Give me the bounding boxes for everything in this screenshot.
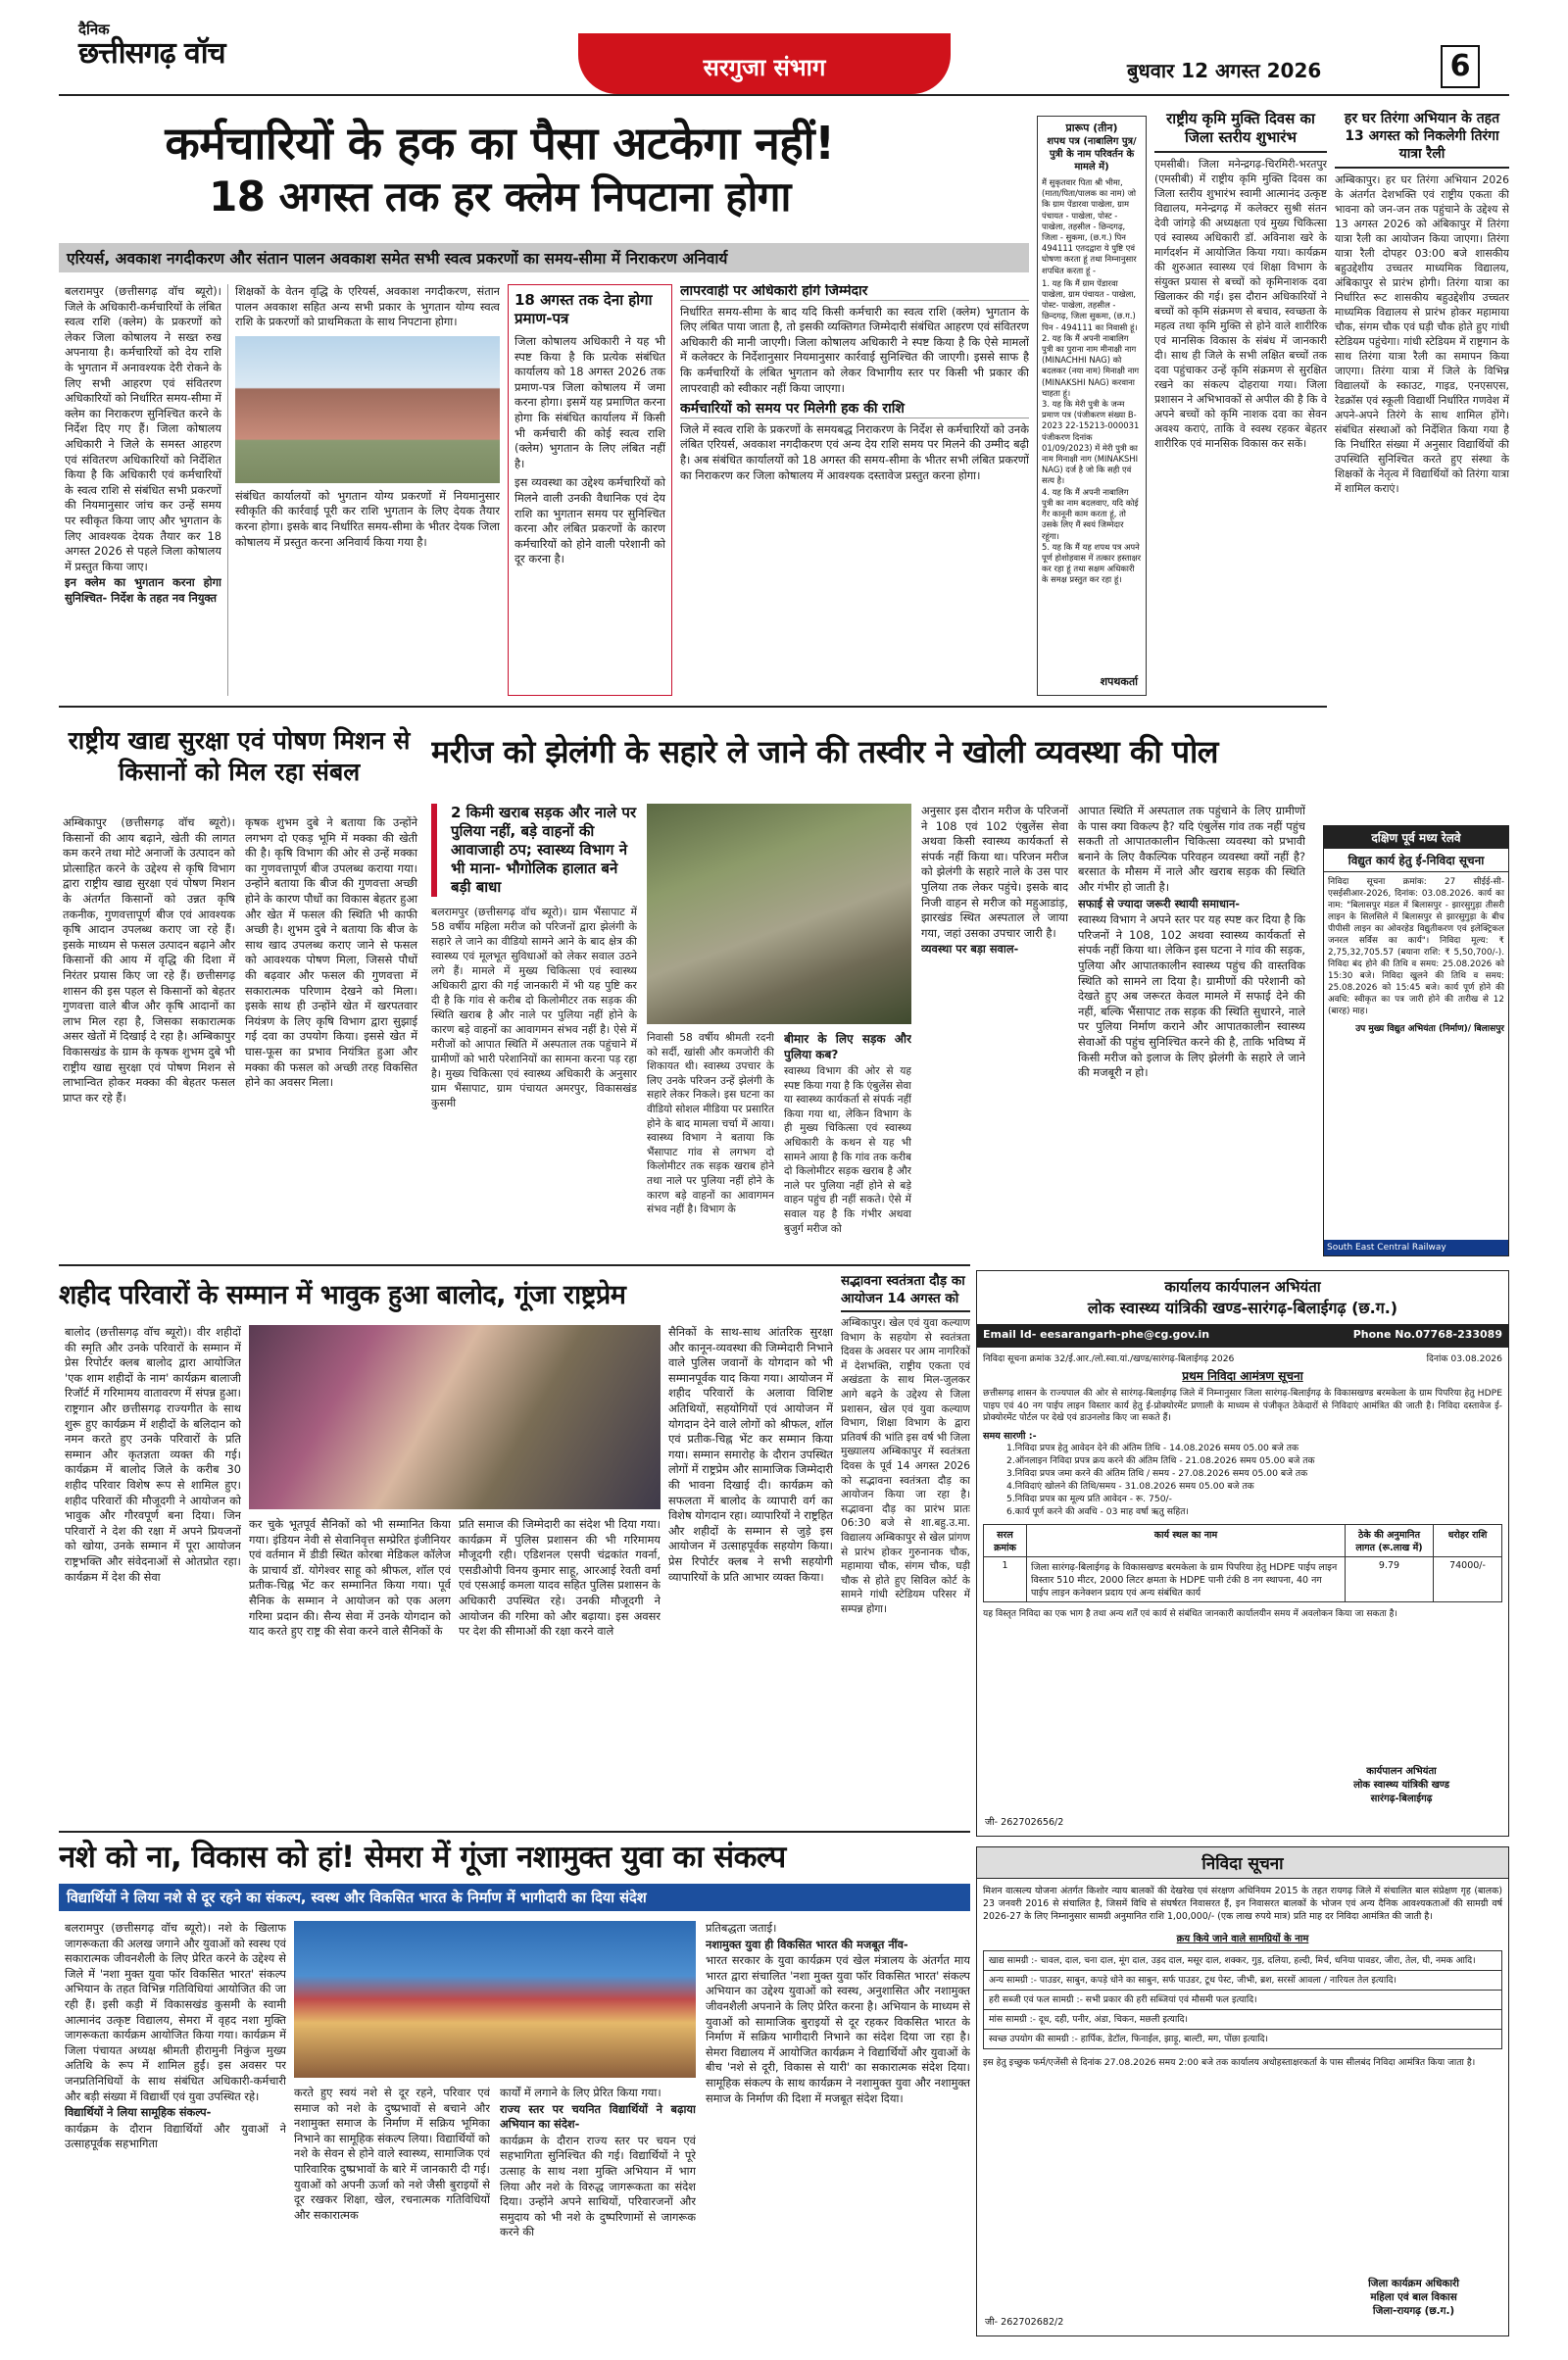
phe-contact-bar <box>977 1324 1508 1348</box>
affidavit-title1: प्रारूप (तीन) <box>1065 122 1118 134</box>
anti-drug-subhead <box>59 1884 970 1911</box>
tiranga-headline: हर घर तिरंगा अभियान के तहत 13 अगस्त को निकलेगी तिरंगा यात्रा रैली <box>1335 110 1509 169</box>
lead-headline-line2: 18 अगस्त तक हर क्लेम निपटाना होगा <box>209 172 791 221</box>
issue-date: बुधवार 12 अगस्त 2026 <box>1127 59 1322 82</box>
lead-subhead-text: एरियर्स, अवकाश नगदीकरण और संतान पालन अवकाश समेत सभी स्वत्व प्रकरणों का समय-सीमा में निराकरण अनिवार्य <box>67 250 728 268</box>
nivida-notice <box>976 1846 1509 2336</box>
food-mission-headline: राष्ट्रीय खाद्य सुरक्षा एवं पोषण मिशन से किसानों को मिल रहा संबल <box>68 726 411 786</box>
patient-headline: मरीज को झेलंगी के सहारे ले जाने की तस्वीर ने खोली व्यवस्था की पोल <box>431 733 1218 770</box>
anti-drug-subhead-text: विद्यार्थियों ने लिया नशे से दूर रहने का संकल्प, स्वस्थ और विकसित भारत के निर्माण में भागीदारी का दिया संदेश <box>67 1890 647 1906</box>
nivida-signer2: महिला एवं बाल विकास <box>1370 2291 1457 2303</box>
deworming-story <box>1154 110 1327 698</box>
list-item: अन्य सामग्री :- पाउडर, साबुन, कपड़े धोने का साबुन, सर्फ पाउडर, टूथ पेस्ट, जीभी, ब्रश, सरसों आवला / नारियल तेल इत्यादि। <box>984 1971 1501 1991</box>
masthead-rule <box>59 94 1509 96</box>
lead-box-title: 18 अगस्त तक देना होगा प्रमाण-पत्र <box>514 291 653 327</box>
nivida-signer <box>1368 2277 1459 2318</box>
lead-right <box>680 284 1029 696</box>
nivida-list-title: क्रय किये जाने वाले सामग्रियों के नाम <box>1176 1934 1309 1944</box>
lead-col1-text: बलरामपुर (छत्तीसगढ़ वॉच ब्यूरो)। जिले के अधिकारी-कर्मचारियों के लंबित स्वत्व राशि (क्लेम) के प्रकरणों को लेकर जिला कोषालय ने सख्त रुख अपनाया है। कर्मचारियों को देय राशि के भुगतान में अनावश्यक देरी रोकने के लिए सभी आहरण एवं संवितरण अधिकारियों को निर्धारित समय-सीमा में क्लेम का निराकरण सुनिश्चित करने के निर्देश दिए गए हैं। जिला कोषालय अधिकारी ने जिले के समस्त आहरण एवं संवितरण अधिकारियों को निर्देशित किया है कि अधिकारी एवं कर्मचारियों के स्वत्व राशि से संबंधित सभी प्रकरणों की नियमानुसार जांच कर उन्हें समय पर स्वीकृत किया जाए और भुगतान के लिए आवश्यक देयक तैयार कर 18 अगस्त 2026 से पहले जिला कोषालय में प्रस्तुत किया जाए। <box>65 284 221 573</box>
affidavit-title2: शपथ पत्र (नाबालिग पुत्र/पुत्री के नाम परिवर्तन के मामले में) <box>1047 136 1137 172</box>
anti-drug-col2: करते हुए स्वयं नशे से दूर रहने, परिवार एवं समाज को नशे के दुष्प्रभावों से बचाने और नशामुक्त समाज के निर्माण में सक्रिय भूमिका निभाने का सामूहिक संकल्प लिया। विद्यार्थियों को नशे के सेवन से होने वाले स्वास्थ्य, सामाजिक एवं पारिवारिक दुष्प्रभावों के बारे में जानकारी दी गई। युवाओं को अपनी ऊर्जा को नशे जैसी बुराइयों से दूर रखकर शिक्षा, खेल, रचनात्मक गतिविधियों और सकारात्मक <box>294 2086 490 2222</box>
railway-header: दक्षिण पूर्व मध्य रेलवे <box>1324 826 1508 849</box>
phe-title: प्रथम निविदा आमंत्रण सूचना <box>1182 1369 1303 1383</box>
phe-office: कार्यालय कार्यपालन अभियंता <box>1164 1278 1321 1296</box>
phe-signer1: कार्यपालन अभियंता <box>1366 1766 1437 1777</box>
phe-table <box>983 1524 1502 1602</box>
phe-signer3: सारंगढ़-बिलाईगढ़ <box>1370 1794 1433 1804</box>
anti-drug-col4-text: प्रतिबद्धता जताई। <box>706 1921 777 1935</box>
lead-headline <box>59 116 941 223</box>
phe-schedule-item: 1.निविदा प्रपत्र हेतु आवेदन देने की अंतिम तिथि - 14.08.2026 समय 05.00 बजे तक <box>1006 1442 1299 1453</box>
lead-box-text2: इस व्यवस्था का उद्देश्य कर्मचारियों को मिलने वाली उनकी वैधानिक एवं देय राशि का भुगतान समय पर सुनिश्चित करना और लंबित प्रकरणों के कारण कर्मचारियों को होने वाली परेशानी को दूर करना है। <box>514 475 665 566</box>
paper-name-line1: दैनिक <box>78 21 110 38</box>
lead-right-text: निर्धारित समय-सीमा के बाद यदि किसी कर्मचारी का स्वत्व राशि (क्लेम) भुगतान के लिए लंबित पाया जाता है, तो इसकी व्यक्तिगत जिम्मेदारी संबंधित आहरण एवं संवितरण अधिकारी की मानी जाएगी। जिला कोषालय अधिकारी ने स्पष्ट किया है कि ऐसे मामलों में कलेक्टर के निर्देशानुसार नियमानुसार कार्रवाई सुनिश्चित की जाएगी। इससे साफ है कि कर्मचारियों के लंबित भुगतान को लेकर विभागीय स्तर पर किसी भी प्रकार की लापरवाही को स्वीकार नहीं किया जाएगा। <box>680 304 1029 395</box>
patient-col4-text-b: स्वास्थ्य विभाग ने अपने स्तर पर यह स्पष्ट कर दिया है कि परिजनों ने 108, 102 अथवा स्वास्थ्य कार्यकर्ता से संपर्क नहीं किया था। लेकिन इस घटना ने गांव की सड़क, पुलिया और आपातकालीन स्वास्थ्य पहुंच की वास्तविक स्थिति को सामने ला दिया है। ग्रामीणों की परेशानी को देखते हुए अब जरूरत केवल मामले में सफाई देने की नहीं, बल्कि भैंसापाट तक सड़क की स्थिति सुधारने, नाले पर पुलिया निर्माण कराने और आपातकालीन स्वास्थ्य सेवाओं की पहुंच सुनिश्चित करने की है, ताकि भविष्य में किसी मरीज को इलाज के लिए झेलंगी के सहारे ले जाने की मजबूरी न हो। <box>1078 912 1305 1080</box>
patient-box-head-text: 2 किमी खराब सड़क और नाले पर पुलिया नहीं, बड़े वाहनों की आवाजाही ठप; स्वास्थ्य विभाग ने भी माना- भौगोलिक हालात बने बड़ी बाधा <box>451 804 637 896</box>
lead-col2-text-b: संबंधित कार्यालयों को भुगतान योग्य प्रकरणों में नियमानुसार स्वीकृति की कार्रवाई पूरी कर राशि भुगतान के लिए देयक तैयार करना होगा। इसके बाद निर्धारित समय-सीमा के भीतर देयक जिला कोषालय में प्रस्तुत करना अनिवार्य किया गया है। <box>235 488 500 549</box>
martyrs-col3: प्रति समाज की जिम्मेदारी का संदेश भी दिया गया। कार्यक्रम में पुलिस प्रशासन की भी गरिमामय मौजूदगी रही। एडिशनल एसपी चंद्रकांत गवर्ना, एसडीओपी विनय कुमार साहू, आरआई रेवती वर्मा एवं एसआई कमला यादव सहित पुलिस प्रशासन के अधिकारी उपस्थित रहे। उनकी मौजूदगी ने आयोजन की गरिमा को और बढ़ाया। इस अवसर पर देश की सीमाओं की रक्षा करने वाले <box>459 1517 661 1639</box>
phe-ref-row <box>977 1348 1508 1367</box>
anti-drug-col4-head: नशामुक्त युवा ही विकसित भारत की मजबूत नींव- <box>706 1937 908 1951</box>
patient-col4-text: आपात स्थिति में अस्पताल तक पहुंचाने के लिए ग्रामीणों के पास क्या विकल्प है? यदि एंबुलेंस गांव तक नहीं पहुंच सकती तो आपातकालीन चिकित्सा व्यवस्था को प्रभावी बनाने के लिए वैकल्पिक परिवहन व्यवस्था क्यों नहीं है? बरसात के मौसम में नाले और खराब सड़क की स्थिति और गंभीर हो जाती है। <box>1078 804 1305 894</box>
patient-col4 <box>1078 804 1305 1254</box>
phe-phone: Phone No.07768-233089 <box>1352 1328 1502 1341</box>
patient-col-mid <box>784 1031 911 1254</box>
nivida-signer1: जिला कार्यक्रम अधिकारी <box>1368 2278 1459 2289</box>
patient-col3-head: व्यवस्था पर बड़ा सवाल- <box>921 942 1019 957</box>
lead-col2 <box>235 284 500 696</box>
patient-col3-text: अनुसार इस दौरान मरीज के परिजनों ने 108 एवं 102 एंबुलेंस सेवा अथवा किसी स्वास्थ्य कार्यकर्ता से संपर्क नहीं किया था। परिजन मरीज को झेलंगी के सहारे नाले के उस पार पुलिया तक लेकर पहुंचे। इसके बाद निजी वाहन से मरीज को महुआडांड़, झारखंड स्थित अस्पताल ले जाया गया, जहां उसका उपचार जारी है। <box>921 804 1068 940</box>
lead-box-text: जिला कोषालय अधिकारी ने यह भी स्पष्ट किया है कि प्रत्येक संबंधित कार्यालय को 18 अगस्त 2026 तक प्रमाण-पत्र जिला कोषालय में जमा करना होगा। इसमें यह प्रमाणित करना होगा कि संबंधित कार्यालय में किसी भी कर्मचारी की कोई स्वत्व राशि (क्लेम) भुगतान के लिए लंबित नहीं है। <box>514 334 665 470</box>
phe-ad-code: जी- 262702656/2 <box>985 1817 1064 1828</box>
phe-signer <box>1353 1765 1449 1806</box>
felicitation-photo <box>249 1325 661 1509</box>
railway-footer: उप मुख्य विद्युत अभियंता (निर्माण)/ बिलासपुर <box>1355 1024 1504 1034</box>
phe-tender <box>976 1270 1509 1837</box>
food-mission-col2: कृषक शुभम दुबे ने बताया कि उन्होंने लगभग दो एकड़ भूमि में मक्का की खेती की है। कृषि विभाग की ओर से उन्हें मक्का का गुणवत्तापूर्ण बीज उपलब्ध कराया गया। उन्होंने बताया कि बीज की गुणवत्ता अच्छी होने के कारण पौधों का विकास बेहतर हुआ और खेत में फसल की स्थिति भी काफी अच्छी है। शुभम दुबे ने बताया कि बीज के साथ खाद उपलब्ध कराए जाने से फसल को आवश्यक पोषण मिला, जिससे पौधों की बढ़वार और फसल की गुणवत्ता में सकारात्मक परिणाम देखने को मिला। इसके साथ ही उन्होंने खेत में खरपतवार नियंत्रण के लिए कृषि विभाग द्वारा सुझाई गई दवा का उपयोग किया। इससे खेत में घास-फूस का प्रभाव नियंत्रित हुआ और मक्का की फसल को अच्छी तरह विकसित होने का अवसर मिला। <box>245 815 417 1090</box>
treasury-office-photo <box>235 336 500 483</box>
lead-box <box>508 284 672 696</box>
railway-tender <box>1323 825 1509 1256</box>
goodwill-text: अम्बिकापुर। खेल एवं युवा कल्याण विभाग के सहयोग से स्वतंत्रता दिवस के अवसर पर आम नागरिकों में देशभक्ति, राष्ट्रीय एकता एवं अखंडता के साथ मिल-जुलकर आगे बढ़ने के उद्देश्य से जिला प्रशासन, खेल एवं युवा कल्याण विभाग, शिक्षा विभाग के द्वारा प्रतिवर्ष की भांति इस वर्ष भी जिला मुख्यालय अम्बिकापुर में स्वतंत्रता दिवस के पूर्व 14 अगस्त 2026 को सद्भावना स्वतंत्रता दौड़ का आयोजन किया जा रहा है। सद्भावना दौड़ का प्रारंभ प्रातः 06:30 बजे से शा.बहु.उ.मा. विद्यालय अम्बिकापुर से खेल प्रांगण से प्रारंभ होकर गुरुनानक चौक, महामाया चौक, संगम चौक, घड़ी चौक से होते हुए सिविल कोर्ट के सामने गांधी स्टेडियम परिसर में सम्पन्न होगा। <box>841 1317 970 1615</box>
anti-drug-col3-text: कार्यों में लगाने के लिए प्रेरित किया गया। <box>500 2086 662 2099</box>
affidavit-item: 2. यह कि मैं अपनी नाबालिग पुत्री का पुराना नाम मीनाक्षी नाग (MINACHHI NAG) को बदलकर (नया नाम) मिनाक्षी नाग (MINAKSHI NAG) करवाना चाहता हूं। <box>1042 332 1140 398</box>
martyrs-headline: शहीद परिवारों के सम्मान में भावुक हुआ बालोद, गूंजा राष्ट्रप्रेम <box>59 1280 626 1310</box>
nivida-title: निविदा सूचना <box>977 1847 1508 1879</box>
anti-drug-col4-text-b: भारत सरकार के युवा कार्यक्रम एवं खेल मंत्रालय के अंतर्गत माय भारत द्वारा संचालित 'नशा मुक्त युवा फॉर विकसित भारत' संकल्प अभियान का उद्देश्य युवाओं को स्वस्थ, अनुशासित और नशामुक्त जीवनशैली अपनाने के लिए प्रेरित करना है। अभियान के माध्यम से युवाओं को सामाजिक बुराइयों से दूर रहकर विकसित भारत के निर्माण में सक्रिय भागीदारी निभाने का संदेश दिया जा रहा है। सेमरा विद्यालय में आयोजित कार्यक्रम ने विद्यार्थियों और युवाओं के बीच 'नशे से दूरी, विकास से यारी' का सकारात्मक संदेश दिया। सामूहिक संकल्प के साथ कार्यक्रम ने नशामुक्त युवा और नशामुक्त समाज के निर्माण की दिशा में मजबूत संदेश दिया। <box>706 1953 970 2105</box>
paper-logo <box>78 20 225 69</box>
stretcher-photo <box>647 804 911 1024</box>
goodwill-headline: सद्भावना स्वतंत्रता दौड़ का आयोजन 14 अगस्त को <box>841 1272 970 1312</box>
table-header: ठेके की अनुमानित लागत (रू.लाख में) <box>1346 1524 1434 1556</box>
nivida-list <box>983 1950 1502 2049</box>
martyrs-col4: सैनिकों के साथ-साथ आंतरिक सुरक्षा और कानून-व्यवस्था की जिम्मेदारी निभाने वाले पुलिस जवानों के योगदान को भी सम्मानपूर्वक याद किया गया। आयोजन में शहीद परिवारों के अलावा विशिष्ट अतिथियों, सहयोगियों एवं आयोजन में योगदान देने वाले लोगों को श्रीफल, शॉल एवं प्रतीक-चिह्न भेंट कर सम्मान किया गया। सम्मान समारोह के दौरान उपस्थित लोगों में राष्ट्रप्रेम और सामाजिक जिम्मेदारी की भावना दिखाई दी। कार्यक्रम को सफलता में बालोद के व्यापारी वर्ग का विशेष योगदान रहा। व्यापारियों ने राष्ट्रहित और शहीदों के सम्मान से जुड़े इस आयोजन में उत्साहपूर्वक सहयोग किया। प्रेस रिपोर्टर क्लब ने सभी सहयोगी व्यापारियों के प्रति आभार व्यक्त किया। <box>668 1325 833 1584</box>
table-row <box>984 1556 1502 1601</box>
table-header: धरोहर राशि <box>1434 1524 1502 1556</box>
phe-body: छत्तीसगढ़ शासन के राज्यपाल की ओर से सारंगढ़-बिलाईगढ़ जिले में निम्नानुसार जिला सारंगढ़-बिलाईगढ़ के विकासखण्ड बरमकेला के ग्राम पिपरिया हेतु HDPE पाइप एवं 40 नग पाईप लाइन विस्तार कार्य हेतु ई-प्रोक्योरमेंट प्रणाली के माध्यम से पंजीकृत ठेकेदारों से निविदाएं आमंत्रित की जाती है। निविदा दस्तावेज ई-प्रोक्योरमेंट पोर्टल पर देखे एवं डाउनलोड किए जा सकते हैं। <box>983 1388 1502 1424</box>
phe-signer2: लोक स्वास्थ्य यांत्रिकी खण्ड <box>1353 1780 1449 1791</box>
nivida-body: मिशन वात्सल्य योजना अंतर्गत किशोर न्याय बालकों की देखरेख एवं संरक्षण अधिनियम 2015 के तहत रायगढ़ जिले में संचालित बाल संप्रेक्षण गृह (बालक) 23 जनवरी 2016 से संचालित है, जिसमें विधि से संघर्षरत निवासरत हैं, इन निवासरत बालकों के भोजन एवं अन्य दैनिक आवश्यकताओं की सामग्री वर्ष 2026-27 के लिए निम्नानुसार सामग्री अनुमानित राशि 1,00,000/- (एक लाख रुपये मात्र) प्रति माह दर निविदा आमंत्रित की जाती है। <box>983 1886 1502 1922</box>
martyrs-col2: कर चुके भूतपूर्व सैनिकों को भी सम्मानित किया गया। इंडियन नेवी से सेवानिवृत्त सम्प्रेरित इंजीनियर एवं वर्तमान में डीडी स्थित कोरबा मेडिकल कॉलेज के प्राचार्य डॉ. योगेश्वर साहू को श्रीफल, शॉल एवं प्रतीक-चिह्न भेंट कर सम्मानित किया गया। पूर्व सैनिक के सम्मान ने आयोजन को एक अलग गरिमा प्रदान की। सैन्य सेवा में उनके योगदान को याद करते हुए राष्ट्र की सेवा करने वाले सैनिकों के <box>249 1517 451 1639</box>
anti-drug-col4 <box>706 1921 970 2352</box>
phe-schedule-item: 3.निविदा प्रपत्र जमा करने की अंतिम तिथि / समय - 27.08.2026 समय 05.00 बजे तक <box>1006 1467 1308 1479</box>
phe-schedule-item: 4.निविदाएं खोलने की तिथि/समय - 31.08.2026 समय 05.00 बजे तक <box>1006 1480 1254 1492</box>
anti-drug-headline: नशे को ना, विकास को हां! सेमरा में गूंजा नशामुक्त युवा का संकल्प <box>59 1840 786 1875</box>
phe-ref-date: दिनांक 03.08.2026 <box>1426 1353 1502 1364</box>
patient-col4-head: सफाई से ज्यादा जरूरी स्थायी समाधान- <box>1078 896 1240 910</box>
section-label: सरगुजा संभाग <box>703 54 826 81</box>
phe-email: Email Id- eesarangarh-phe@cg.gov.in <box>983 1328 1210 1341</box>
lead-col2-text: शिक्षकों के वेतन वृद्धि के एरियर्स, अवकाश नगदीकरण, संतान पालन अवकाश सहित अन्य सभी प्रकार के भुगतान योग्य स्वत्व राशि के प्रकरणों को प्राथमिकता के साथ निपटाना होगा। <box>235 284 500 329</box>
anti-drug-col3 <box>500 2086 696 2350</box>
martyrs-col1: बालोद (छत्तीसगढ़ वॉच ब्यूरो)। वीर शहीदों की स्मृति और उनके परिवारों के सम्मान में प्रेस रिपोर्टर क्लब बालोद द्वारा आयोजित 'एक शाम शहीदों के नाम' कार्यक्रम बालाजी रिजॉर्ट में गरिमामय वातावरण में संपन्न हुआ। राष्ट्रगान और छत्तीसगढ़ राज्यगीत के साथ शुरू हुए कार्यक्रम में शहीदों के बलिदान को नमन करते हुए उनके परिवारों के प्रति सम्मान और कृतज्ञता व्यक्त की गई। कार्यक्रम में बालोद जिले के करीब 30 शहीद परिवार विशेष रूप से शामिल हुए। शहीद परिवारों की मौजूदगी ने आयोजन को भावुक और गौरवपूर्ण बना दिया। जिन परिवारों ने देश की रक्षा में अपने प्रियजनों को खोया, उनके सम्मान में पूरा आयोजन राष्ट्रभक्ति और संवेदनाओं से ओतप्रोत रहा। कार्यक्रम में देश की सेवा <box>65 1325 241 1584</box>
goodwill-run-story <box>841 1272 970 1821</box>
affidavit-body: मैं सुकृतवार पिता श्री भीमा, (माता/पिता/पालक का नाम) जो कि ग्राम पेंडारवा पाखेला, ग्राम पंचायत - पाखेला, पोस्ट - पाखेला, तहसील - छिन्दगढ़, जिला - सुकमा, (छ.ग.) पिन 494111 एतदद्वारा ये पुष्टि एवं घोषणा करता हूं तथा निम्नानुसार शपथित करता हूं - <box>1042 177 1137 275</box>
phe-dept: लोक स्वास्थ्य यांत्रिकी खण्ड-सारंगढ़-बिलाईगढ़ (छ.ग.) <box>1087 1299 1398 1317</box>
railway-sign: South East Central Railway <box>1324 1240 1508 1255</box>
deworming-text: एमसीबी। जिला मनेन्द्रगढ़-चिरमिरी-भरतपुर (एमसीबी) में राष्ट्रीय कृमि मुक्ति दिवस का जिला स्तरीय शुभारंभ स्वामी आत्मानंद उत्कृष्ट विद्यालय, मनेन्द्रगढ़ में कलेक्टर सुश्री संतन देवी जांगड़े की अध्यक्षता एवं मुख्य चिकित्सा एवं स्वास्थ्य अधिकारी डॉ. अविनाश खरे के मार्गदर्शन में आयोजित किया गया। कार्यक्रम की शुरुआत स्वास्थ्य एवं शिक्षा विभाग के संयुक्त प्रयास से बच्चों को कृमिनाशक दवा खिलाकर की गई। इस दौरान अधिकारियों ने बच्चों को कृमि संक्रमण से बचाव, स्वच्छता के महत्व तथा कृमि मुक्ति से होने वाले शारीरिक एवं मानसिक विकास के संबंध में जानकारी दी। साथ ही जिले के सभी लक्षित बच्चों तक दवा पहुंचाकर उन्हें कृमि संक्रमण से सुरक्षित रखने का संकल्प दोहराया गया। जिला प्रशासन ने अभिभावकों से अपील की है कि वे अपने बच्चों को कृमि नाशक दवा का सेवन अवश्य कराएं, ताकि वे स्वस्थ रहकर बेहतर शारीरिक एवं मानसिक विकास कर सकें। <box>1154 158 1327 450</box>
deworming-headline: राष्ट्रीय कृमि मुक्ति दिवस का जिला स्तरीय शुभारंभ <box>1154 110 1327 153</box>
table-header: कार्य स्थल का नाम <box>1027 1524 1346 1556</box>
affidavit-item: 4. यह कि मैं अपनी नाबालिग पुत्री का नाम बदलवाए, यदि कोई गैर कानूनी काम करता हूं, तो उसके लिए मैं स्वयं जिम्मेदार रहूंगा। <box>1042 486 1139 541</box>
list-item: स्वच्छ उपयोग की सामग्री :- हार्पिक, डेटॉल, फिनाईल, झाड़ू, बाल्टी, मग, पोंछा इत्यादि। <box>989 2034 1269 2044</box>
patient-col3 <box>921 804 1068 1254</box>
phe-schedule <box>977 1442 1508 1518</box>
anti-drug-col3-head: राज्य स्तर पर चयनित विद्यार्थियों ने बढ़ाया अभियान का संदेश- <box>500 2101 696 2132</box>
phe-table-wrap <box>977 1518 1508 1608</box>
nivida-signer3: जिला-रायगढ़ (छ.ग.) <box>1372 2305 1455 2317</box>
nivida-ad-code: जी- 262702682/2 <box>985 2317 1064 2328</box>
affidavit-signature: शपथकर्ता <box>1100 675 1138 688</box>
patient-col3-b: स्वास्थ्य विभाग की ओर से यह स्पष्ट किया गया है कि एंबुलेंस सेवा या स्वास्थ्य कार्यकर्ता से संपर्क नहीं किया गया था, लेकिन विभाग के ही मुख्य चिकित्सा एवं स्वास्थ्य अधिकारी के कथन से यह भी सामने आया है कि गांव तक करीब दो किलोमीटर सड़क खराब है और नाले पर पुलिया नहीं होने से बड़े वाहन पहुंच ही नहीं सकते। ऐसे में सवाल यह है कि गंभीर अथवा बुजुर्ग मरीज को <box>784 1065 911 1235</box>
anti-drug-col1-text: बलरामपुर (छत्तीसगढ़ वॉच ब्यूरो)। नशे के खिलाफ जागरूकता की अलख जगाने और युवाओं को स्वस्थ एवं सकारात्मक जीवनशैली के लिए प्रेरित करने के उद्देश्य से जिले में 'नशा मुक्त युवा फॉर विकसित भारत' संकल्प अभियान के तहत विभिन्न गतिविधियां आयोजित की जा रही हैं। इसी कड़ी में विकासखंड कुसमी के स्वामी आत्मानंद उत्कृष्ट विद्यालय, सेमरा में वृहद नशा मुक्ति जागरूकता कार्यक्रम आयोजित किया गया। कार्यक्रम में जिला पंचायत अध्यक्ष श्रीमती हीरामुनी निकुंज मुख्य अतिथि के रूप में शामिल हुईं। इस अवसर पर जनप्रतिनिधियों के साथ संबंधित अधिकारी-कर्मचारी और बड़ी संख्या में विद्यार्थी एवं युवा उपस्थित रहे। <box>65 1921 286 2103</box>
phe-note: यह विस्तृत निविदा का एक भाग है तथा अन्य शर्तें एवं कार्य से संबंधित जानकारी कार्यालयीन समय में अवलोकन किया जा सकता है। <box>983 1608 1397 1619</box>
table-cell: जिला सारंगढ़-बिलाईगढ़ के विकासखण्ड बरमकेला के ग्राम पिपरिया हेतु HDPE पाईप लाइन विस्तार 510 मीटर, 2000 लिटर क्षमता के HDPE पानी टंकी 8 नग स्थापना, 40 नग पाईप लाइन कनेक्शन प्रदाय एवं अन्य संबंधित कार्य <box>1027 1556 1346 1601</box>
lead-subhead <box>59 243 1029 272</box>
lead-right-head2: कर्मचारियों को समय पर मिलेगी हक की राशि <box>680 402 1029 418</box>
section-rule <box>59 706 1327 708</box>
food-mission-story <box>59 725 419 1254</box>
anti-drug-col1-text-b: कार्यक्रम के दौरान विद्यार्थियों और युवाओं ने उत्साहपूर्वक सहभागिता <box>65 2121 286 2151</box>
list-item: मांस सामग्री :- दूध, दही, पनीर, अंडा, चिकन, मछली इत्यादि। <box>984 2010 1501 2030</box>
tiranga-text: अम्बिकापुर। हर घर तिरंगा अभियान 2026 के अंतर्गत देशभक्ति एवं राष्ट्रीय एकता की भावना को जन-जन तक पहुंचाने के उद्देश्य से 13 अगस्त 2026 को अंबिकापुर में तिरंगा यात्रा रैली का आयोजन किया जाएगा। तिरंगा यात्रा रैली दोपहर 03:00 बजे शासकीय बहुउद्देशीय उच्चतर माध्यमिक विद्यालय, अंबिकापुर से प्रारंभ होगी। तिरंगा यात्रा का निर्धारित रूट शासकीय बहुउद्देशीय उच्चतर माध्यमिक विद्यालय से प्रारंभ होकर महामाया चौक, संगम चौक एवं घड़ी चौक होते हुए गांधी स्टेडियम पहुंचेगा। गांधी स्टेडियम में राष्ट्रगान के साथ तिरंगा यात्रा रैली का समापन किया जाएगा। तिरंगा यात्रा में जिले के विभिन्न विद्यालयों के स्काउट, गाइड, एनएसएस, रेडक्रॉस एवं स्कूली विद्यार्थी निर्धारित गणवेश में अपने-अपने तिरंगे के साथ शामिल होंगे। संबंधित संस्थाओं को निर्देशित किया गया है कि निर्धारित संख्या में अनुसार विद्यार्थियों की उपस्थिति सुनिश्चित करते हुए संस्था के शिक्षकों के नेतृत्व में विद्यार्थियों को तिरंगा यात्रा में शामिल कराएं। <box>1335 173 1509 495</box>
phe-schedule-item: 2.ऑनलाइन निविदा प्रपत्र क्रय करने की अंतिम तिथि - 21.08.2026 समय 05.00 बजे तक <box>1006 1454 1315 1466</box>
table-header: सरल क्रमांक <box>984 1524 1027 1556</box>
food-mission-col1: अम्बिकापुर (छत्तीसगढ़ वॉच ब्यूरो)। किसानों की आय बढ़ाने, खेती की लागत कम करने तथा मोटे अनाजों के उत्पादन को प्रोत्साहित करने के उद्देश्य से कृषि विभाग द्वारा राष्ट्रीय खाद्य सुरक्षा एवं पोषण मिशन के अंतर्गत किसानों को उन्नत कृषि तकनीक, गुणवत्तापूर्ण बीज एवं आवश्यक कृषि आदान उपलब्ध कराए जा रहे हैं। इसके माध्यम से फसल उत्पादन बढ़ाने और किसानों की आय में वृद्धि की दिशा में निरंतर प्रयास किए जा रहे हैं। छत्तीसगढ़ शासन की इस पहल से किसानों को बेहतर गुणवत्ता वाले बीज और कृषि आदानों का लाभ मिल रहा है, जिसका सकारात्मक असर खेतों में दिखाई दे रहा है। अम्बिकापुर विकासखंड के ग्राम के कृषक शुभम दुबे भी राष्ट्रीय खाद्य सुरक्षा एवं पोषण मिशन से लाभान्वित होकर मक्का की बेहतर फसल प्राप्त कर रहे हैं। <box>63 815 235 1105</box>
table-cell: 74000/- <box>1434 1556 1502 1601</box>
patient-sub-head: बीमार के लिए सड़क और पुलिया कब? <box>784 1032 911 1061</box>
students-photo <box>294 1921 696 2078</box>
affidavit-item: 5. यह कि मैं यह शपथ पत्र अपने पूर्ण होशोहवास में तत्कार हस्ताक्षर कर रहा हूं तथा सक्षम अधिकारी के समक्ष प्रस्तुत कर रहा हूं। <box>1042 541 1142 585</box>
table-cell: 9.79 <box>1346 1556 1434 1601</box>
masthead <box>0 0 1568 94</box>
divider <box>227 284 228 696</box>
anti-drug-col3-text-b: कार्यक्रम के दौरान राज्य स्तर पर चयन एवं सहभागिता सुनिश्चित की गई। विद्यार्थियों ने पूरे उत्साह के साथ नशा मुक्ति अभियान में भाग लिया और नशे के विरुद्ध जागरूकता का संदेश दिया। उन्होंने अपने साथियों, परिवारजनों और समुदाय को भी नशे के दुष्परिणामों से जागरूक करने की <box>500 2133 696 2239</box>
section-rule <box>59 1264 970 1266</box>
affidavit-item: 3. यह कि मेरी पुत्री के जन्म प्रमाण पत्र (पंजीकरण संख्या B-2023 22-15213-000031 पंजीकरण दिनांक 01/09/2023) में मेरी पुत्री का नाम मिनाक्षी नाग (MINAKSHI NAG) दर्ज है जो कि सही एवं सत्य है। <box>1042 399 1140 486</box>
lead-headline-line1: कर्मचारियों के हक का पैसा अटकेगा नहीं! <box>165 117 835 170</box>
list-item: खाद्य सामग्री :- चावल, दाल, चना दाल, मूंग दाल, उड़द दाल, मसूर दाल, शक्कर, गुड़, दलिया, हल्दी, मिर्च, धनिया पावडर, जीरा, तेल, घी, नमक आदि। <box>984 1951 1501 1971</box>
lead-right-head: लापरवाही पर अधिकारी होंगे जिम्मेदार <box>680 284 1029 301</box>
phe-ref: निविदा सूचना क्रमांक 32/ई.आर./लो.स्वा.यां./खण्ड/सारंगढ़-बिलाईगढ़ 2026 <box>983 1353 1235 1364</box>
table-header-row <box>984 1524 1502 1556</box>
patient-col1: बलरामपुर (छत्तीसगढ़ वॉच ब्यूरो)। ग्राम भैंसापाट में 58 वर्षीय महिला मरीज को परिजनों द्वारा झेलंगी के सहारे ले जाने का वीडियो सामने आने के बाद क्षेत्र की स्वास्थ्य एवं मूलभूत सुविधाओं को लेकर सवाल उठने लगे हैं। मामले में मुख्य चिकित्सा एवं स्वास्थ्य अधिकारी द्वारा की गई जानकारी में भी यह पुष्टि कर दी है कि गांव से करीब दो किलोमीटर तक सड़क की स्थिति खराब है और नाले पर पुलिया नहीं होने के कारण बड़े वाहनों का आवागमन संभव नहीं है। ऐसे में मरीजों को आपात स्थिति में अस्पताल तक पहुंचाने में ग्रामीणों को भारी परेशानियों का सामना करना पड़ रहा है। मुख्य चिकित्सा एवं स्वास्थ्य अधिकारी के अनुसार ग्राम भैंसापाट, ग्राम पंचायत अमरपुर, विकासखंड कुसमी <box>431 906 637 1109</box>
section-rule <box>59 1831 970 1833</box>
railway-title: विद्युत कार्य हेतु ई-निविदा सूचना <box>1324 849 1508 872</box>
patient-caption: निवासी 58 वर्षीय श्रीमती रदनी को सर्दी, खांसी और कमजोरी की शिकायत थी। स्वास्थ्य उपचार के लिए उनके परिजन उन्हें झेलंगी के सहारे लेकर निकले। इस घटना का वीडियो सोशल मीडिया पर प्रसारित होने के बाद मामला चर्चा में आया। स्वास्थ्य विभाग ने बताया कि भैंसापाट गांव से लगभग दो किलोमीटर तक सड़क खराब होने तथा नाले पर पुलिया नहीं होने के कारण बड़े वाहनों का आवागमन संभव नहीं है। विभाग के <box>647 1032 774 1216</box>
list-item: हरी सब्जी एवं फल सामग्री :- सभी प्रकार की हरी सब्जियां एवं मौसमी फल इत्यादि। <box>984 1991 1501 2010</box>
page-number: 6 <box>1441 45 1480 88</box>
patient-box <box>431 804 637 1254</box>
nivida-closing: इस हेतु इच्छुक फर्म/एजेंसी से दिनांक 27.08.2026 समय 2:00 बजे तक कार्यालय अधोहस्ताक्षरकर्ता के पास सीलबंद निविदा आमंत्रित किया जाता है। <box>983 2057 1476 2068</box>
lead-right-text2: जिले में स्वत्व राशि के प्रकरणों के समयबद्ध निराकरण के निर्देश से कर्मचारियों को उनके लंबित एरियर्स, अवकाश नगदीकरण एवं अन्य देय राशि समय पर मिलने की उम्मीद बढ़ी है। अब संबंधित कार्यालयों को 18 अगस्त की समय-सीमा के भीतर सभी लंबित प्रकरणों का निराकरण कर जिला कोषालय में आवश्यक दस्तावेज प्रस्तुत करना होगा। <box>680 421 1029 482</box>
anti-drug-col1-head: विद्यार्थियों ने लिया सामूहिक संकल्प- <box>65 2105 212 2120</box>
affidavit-item: 1. यह कि मैं ग्राम पेंडारवा पाखेला, ग्राम पंचायत - पाखेला, पोस्ट- पाखेला, तहसील - छिन्दगढ़, जिला सुकमा, (छ.ग.) पिन - 494111 का निवासी हूं। <box>1042 277 1138 332</box>
lead-col1-text-b: इन क्लेम का भुगतान करना होगा सुनिश्चित- निर्देश के तहत नव नियुक्त <box>65 575 221 605</box>
lead-col1 <box>65 284 221 696</box>
railway-body: निविदा सूचना क्रमांक: 27 सीईई-सी-एसईसीआर-2026, दिनांक: 03.08.2026. कार्य का नाम: "बिलासपुर मंडल में बिलासपुर - झारसुगुड़ा तीसरी लाइन के सिलसिले में बिलासपुर से झारसुगुड़ा के बीच पीपीसी लाइन का ओवरहेड विद्युतीकरण एवं इलेक्ट्रिकल जनरल सर्विस का कार्य"। निविदा मूल्य: ₹ 2,75,32,705.57 (बयाना राशि: ₹ 5,50,700/-). निविदा बंद होने की तिथि व समय: 25.08.2026 को 15:30 बजे। निविदा खुलने की तिथि व समय: 25.08.2026 को 15:45 बजे। कार्य पूर्ण होने की अवधि: स्वीकृत का पत्र जारी होने की तारीख से 12 (बारह) माह। <box>1328 877 1504 1016</box>
phe-schedule-title: समय सारणी :- <box>983 1430 1037 1442</box>
anti-drug-col1 <box>65 1921 286 2352</box>
phe-schedule-item: 5.निविदा प्रपत्र का मूल्य प्रति आवेदन - रू. 750/- <box>1006 1493 1172 1504</box>
paper-name-line2: छत्तीसगढ़ वॉच <box>78 36 225 71</box>
tiranga-story <box>1335 110 1509 815</box>
phe-schedule-item: 6.कार्य पूर्ण करने की अवधि - 03 माह वर्षा ऋतु सहित। <box>1006 1505 1189 1517</box>
affidavit-box <box>1037 116 1147 696</box>
table-cell: 1 <box>984 1556 1027 1601</box>
patient-box-head <box>431 804 637 897</box>
